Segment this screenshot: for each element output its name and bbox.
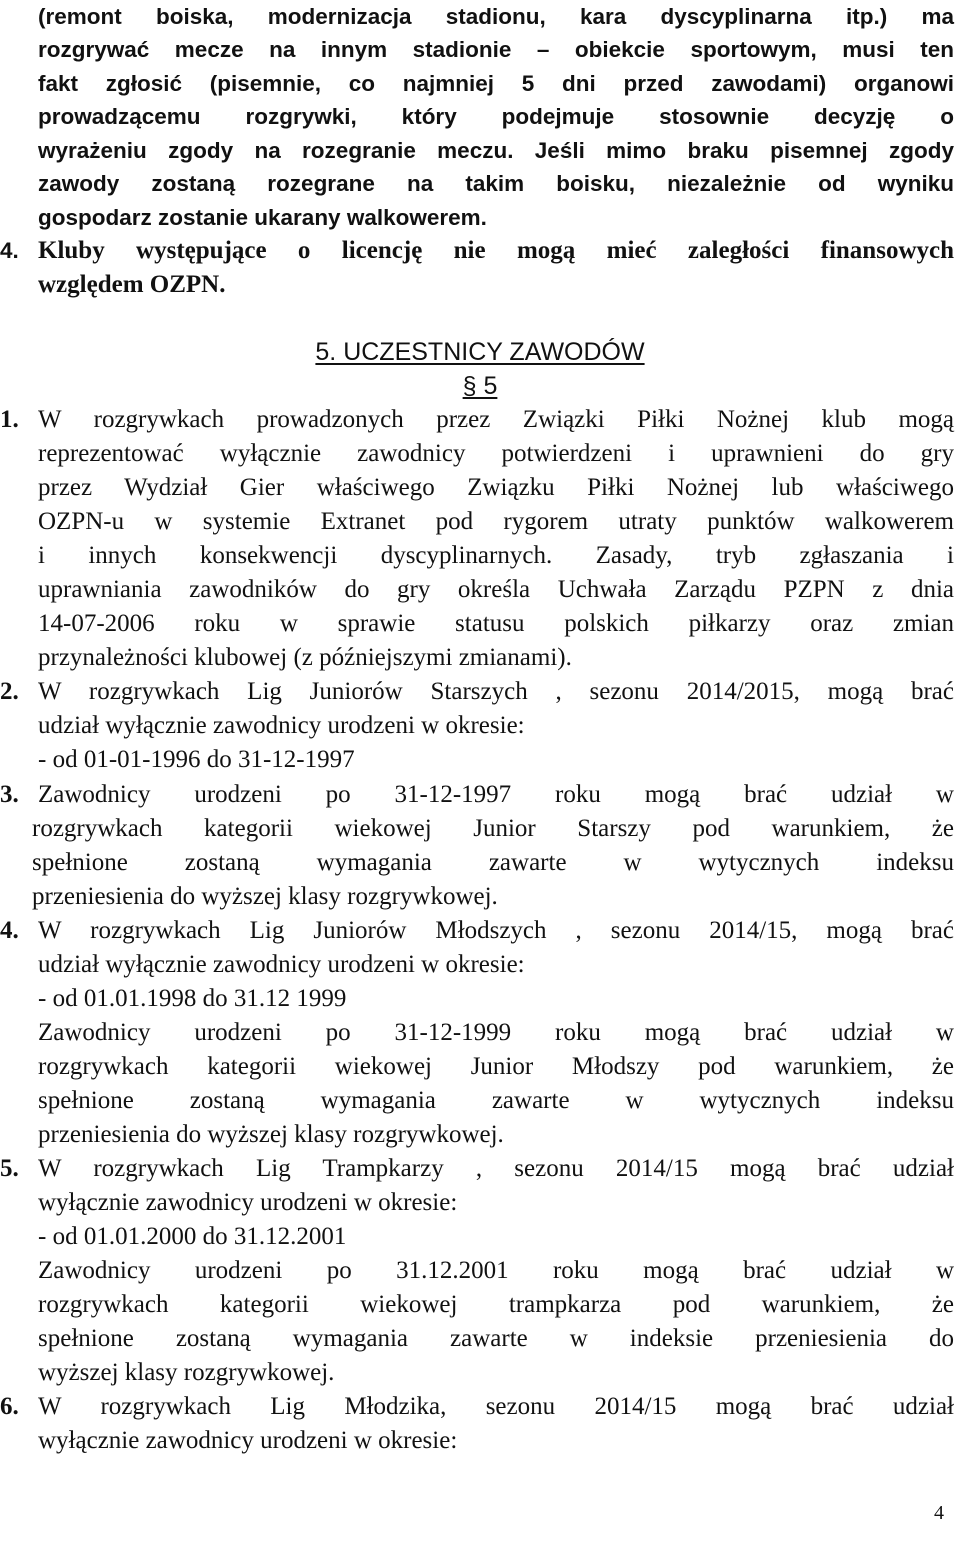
list-number: 5. — [0, 1155, 19, 1182]
text-line: OZPN-u w systemie Extranet pod rygorem utraty punktów walkowerem — [38, 508, 954, 535]
text-line: W rozgrywkach Lig Juniorów Starszych , sezonu 2014/2015, mogą brać — [38, 678, 954, 705]
text-line: - od 01-01-1996 do 31-12-1997 — [38, 746, 355, 773]
text-line: rozgrywkach kategorii wiekowej Junior Starszy pod warunkiem, że — [32, 815, 954, 842]
text-line: gospodarz zostanie ukarany walkowerem. — [38, 205, 487, 230]
text-line: zawody zostaną rozegrane na takim boisku, niezależnie od wyniku — [38, 171, 954, 196]
text-line: prowadzącemu rozgrywki, który podejmuje stosownie decyzję o — [38, 104, 954, 129]
text-line: fakt zgłosić (pisemnie, co najmniej 5 dni przed zawodami) organowi — [38, 71, 954, 96]
text-line: udział wyłącznie zawodnicy urodzeni w okresie: — [38, 951, 525, 978]
text-line: rozgrywkach kategorii wiekowej Junior Młodszy pod warunkiem, że — [38, 1053, 954, 1080]
text-line: spełnione zostaną wymagania zawarte w wytycznych indeksu — [38, 1087, 954, 1114]
list-number: 4. — [0, 917, 19, 944]
text-line: rozgrywkach kategorii wiekowej trampkarza pod warunkiem, że — [38, 1291, 954, 1318]
text-line: Kluby występujące o licencję nie mogą mieć zaległości finansowych — [38, 237, 954, 264]
text-line: W rozgrywkach Lig Młodzika, sezonu 2014/15 mogą brać udział — [38, 1393, 954, 1420]
text-line: wyższej klasy rozgrywkowej. — [38, 1359, 335, 1386]
text-line: W rozgrywkach Lig Juniorów Młodszych , sezonu 2014/15, mogą brać — [38, 917, 954, 944]
text-line: i innych konsekwencji dyscyplinarnych. Zasady, tryb zgłaszania i — [38, 542, 954, 569]
text-line: Zawodnicy urodzeni po 31.12.2001 roku mogą brać udział w — [38, 1257, 954, 1284]
text-line: W rozgrywkach Lig Trampkarzy , sezonu 2014/15 mogą brać udział — [38, 1155, 954, 1182]
text-line: 14-07-2006 roku w sprawie statusu polskich piłkarzy oraz zmian — [38, 610, 954, 637]
text-line: wyrażeniu zgody na rozegranie meczu. Jeśli mimo braku pisemnej zgody — [38, 138, 954, 163]
list-number: 1. — [0, 406, 19, 433]
list-number: 2. — [0, 678, 19, 705]
text-line: - od 01.01.2000 do 31.12.2001 — [38, 1223, 347, 1250]
text-line: wyłącznie zawodnicy urodzeni w okresie: — [38, 1427, 458, 1454]
list-number: 3. — [0, 781, 19, 808]
text-line: Zawodnicy urodzeni po 31-12-1999 roku mogą brać udział w — [38, 1019, 954, 1046]
text-line: Zawodnicy urodzeni po 31-12-1997 roku mogą brać udział w — [38, 781, 954, 808]
text-line: spełnione zostaną wymagania zawarte w wytycznych indeksu — [32, 849, 954, 876]
text-line: względem OZPN. — [38, 271, 226, 298]
text-line: spełnione zostaną wymagania zawarte w indeksie przeniesienia do — [38, 1325, 954, 1352]
list-number: 4. — [0, 238, 19, 263]
text-line: rozgrywać mecze na innym stadionie – obiekcie sportowym, musi ten — [38, 37, 954, 62]
text-line: W rozgrywkach prowadzonych przez Związki Piłki Nożnej klub mogą — [38, 406, 954, 433]
text-line: - od 01.01.1998 do 31.12 1999 — [38, 985, 347, 1012]
list-number: 6. — [0, 1393, 19, 1420]
paragraph-symbol: § 5 — [462, 372, 498, 400]
text-line: przez Wydział Gier właściwego Związku Piłki Nożnej lub właściwego — [38, 474, 954, 501]
text-line: przeniesienia do wyższej klasy rozgrywkowej. — [38, 1121, 504, 1148]
text-line: przeniesienia do wyższej klasy rozgrywkowej. — [32, 883, 498, 910]
page-number: 4 — [934, 1502, 944, 1524]
text-line: udział wyłącznie zawodnicy urodzeni w okresie: — [38, 712, 525, 739]
section-title: 5. UCZESTNICY ZAWODÓW — [315, 338, 645, 366]
text-line: uprawniania zawodników do gry określa Uchwała Zarządu PZPN z dnia — [38, 576, 954, 603]
text-line: (remont boiska, modernizacja stadionu, kara dyscyplinarna itp.) ma — [38, 4, 954, 29]
text-line: wyłącznie zawodnicy urodzeni w okresie: — [38, 1189, 458, 1216]
text-line: reprezentować wyłącznie zawodnicy potwierdzeni i uprawnieni do gry — [38, 440, 954, 467]
text-line: przynależności klubowej (z późniejszymi zmianami). — [38, 644, 572, 671]
